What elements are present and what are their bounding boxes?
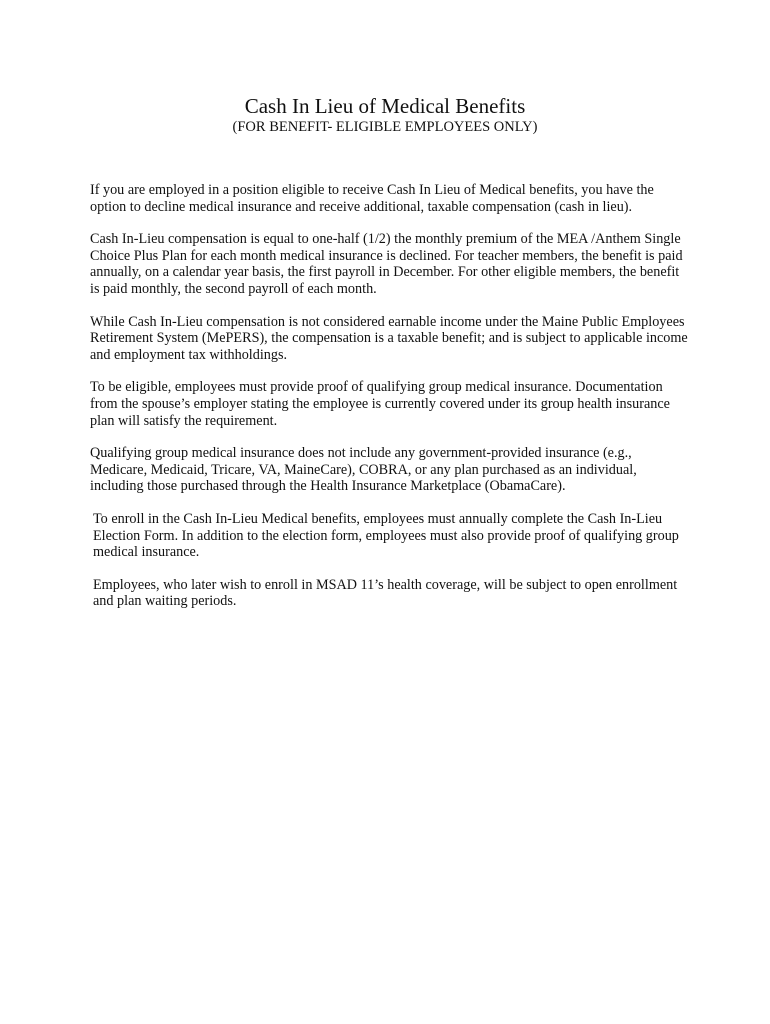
paragraph-eligibility-intro: If you are employed in a position eligible to receive Cash In Lieu of Medical benefits, you have the option to decline medical insurance and receive additional, taxable compensation (cash in lieu).: [90, 182, 654, 215]
page-subtitle: (FOR BENEFIT- ELIGIBLE EMPLOYEES ONLY): [232, 119, 538, 135]
paragraph-enrollment: To enroll in the Cash In-Lieu Medical benefits, employees must annually complete the Cash In-Lieu Election Form. In addition to the election form, employees must also provide proof of qualifying group medical insurance.: [93, 510, 679, 561]
page-title: Cash In Lieu of Medical Benefits: [244, 94, 526, 118]
paragraph-proof-of-insurance: To be eligible, employees must provide proof of qualifying group medical insurance. Documentation from the spouse’s employer stating the employee is currently covered under its group health insurance plan will satisfy the requirement.: [90, 379, 670, 429]
paragraph-qualifying-insurance: Qualifying group medical insurance does not include any government-provided insurance (e.g., Medicare, Medicaid, Tricare, VA, MaineCare), COBRA, or any plan purchased as an individual, including those purchased through the Health Insurance Marketplace (ObamaCare).: [90, 445, 637, 495]
paragraph-later-enrollment: Employees, who later wish to enroll in MSAD 11’s health coverage, will be subject to open enrollment and plan waiting periods.: [93, 576, 678, 610]
paragraph-compensation: Cash In-Lieu compensation is equal to one-half (1/2) the monthly premium of the MEA /Anthem Single Choice Plus Plan for each month medical insurance is declined. For teacher members, the benefit is paid annually, on a calendar year basis, the first payroll in December. For other eligible members, the benefit is paid monthly, the second payroll of each month.: [90, 231, 683, 297]
paragraph-mepers: While Cash In-Lieu compensation is not considered earnable income under the Maine Public Employees Retirement System (MePERS), the compensation is a taxable benefit; and is subject to applicable income and employment tax withholdings.: [90, 313, 688, 363]
document-body: [90, 182, 690, 626]
